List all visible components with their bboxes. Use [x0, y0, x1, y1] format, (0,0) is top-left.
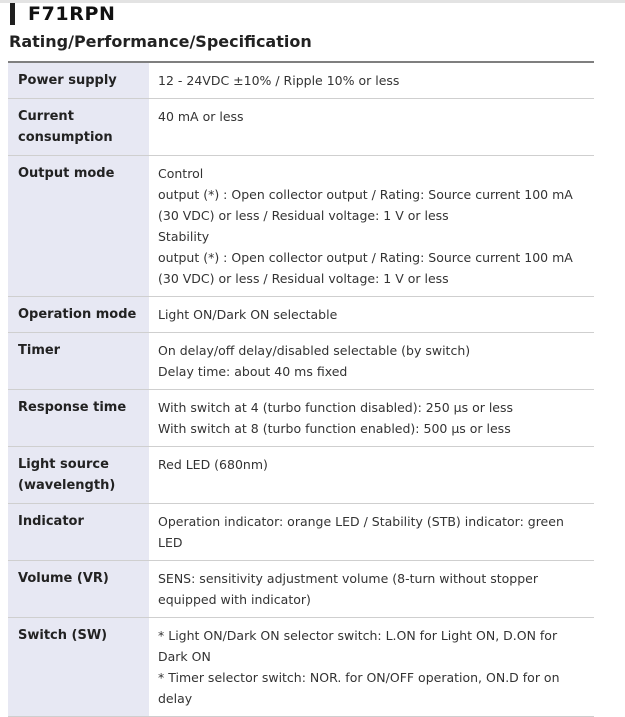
- spec-value-line: Delay time: about 40 ms fixed: [158, 364, 348, 379]
- spec-label: Volume (VR): [8, 561, 149, 617]
- spec-value-line: Stability: [158, 229, 210, 244]
- spec-value: [149, 390, 594, 446]
- spec-row: [8, 333, 594, 390]
- spec-value-line: On delay/off delay/disabled selectable (by switch): [158, 343, 471, 358]
- spec-value: [149, 561, 594, 617]
- spec-value: [149, 333, 594, 389]
- section-heading: Rating/Performance/Specification: [9, 32, 312, 51]
- spec-row: [8, 63, 594, 99]
- spec-table: [8, 61, 594, 717]
- spec-value-line: Red LED (680nm): [158, 457, 268, 472]
- spec-value-line: Light ON/Dark ON selectable: [158, 307, 338, 322]
- spec-row: [8, 297, 594, 333]
- spec-value-line: SENS: sensitivity adjustment volume (8-turn without stopper equipped with indicator): [158, 571, 538, 607]
- spec-value: [149, 156, 594, 296]
- spec-value-line: With switch at 8 (turbo function enabled): 500 μs or less: [158, 421, 511, 436]
- spec-value-line: output (*) : Open collector output / Rating: Source current 100 mA (30 VDC) or less / Residual voltage: 1 V or less: [158, 250, 573, 286]
- product-code: F71RPN: [28, 3, 116, 25]
- spec-value: [149, 63, 594, 98]
- spec-value-line: 40 mA or less: [158, 109, 244, 124]
- spec-label: Power supply: [8, 63, 149, 98]
- product-title: [10, 2, 115, 26]
- spec-value: [149, 447, 594, 503]
- spec-row: [8, 156, 594, 297]
- spec-value-line: output (*) : Open collector output / Rating: Source current 100 mA (30 VDC) or less / Residual voltage: 1 V or less: [158, 187, 573, 223]
- spec-value-line: With switch at 4 (turbo function disabled): 250 μs or less: [158, 400, 514, 415]
- spec-label: Output mode: [8, 156, 149, 296]
- spec-label: Timer: [8, 333, 149, 389]
- spec-row: [8, 390, 594, 447]
- spec-row: [8, 504, 594, 561]
- spec-value-line: Operation indicator: orange LED / Stability (STB) indicator: green LED: [158, 514, 564, 550]
- spec-value-line: 12 - 24VDC ±10% / Ripple 10% or less: [158, 73, 400, 88]
- spec-value: [149, 618, 594, 716]
- spec-value-line: * Light ON/Dark ON selector switch: L.ON for Light ON, D.ON for Dark ON: [158, 628, 558, 664]
- spec-value-line: * Timer selector switch: NOR. for ON/OFF operation, ON.D for on delay: [158, 670, 560, 706]
- spec-label: Switch (SW): [8, 618, 149, 716]
- title-accent-bar: [10, 3, 15, 25]
- spec-value: [149, 504, 594, 560]
- spec-row: [8, 447, 594, 504]
- spec-value-line: Control: [158, 166, 204, 181]
- spec-value: [149, 99, 594, 155]
- spec-value: [149, 297, 594, 332]
- spec-row: [8, 618, 594, 717]
- spec-row: [8, 99, 594, 156]
- spec-row: [8, 561, 594, 618]
- spec-label: Response time: [8, 390, 149, 446]
- spec-label: Current consumption: [8, 99, 149, 155]
- spec-label: Indicator: [8, 504, 149, 560]
- spec-label: Light source (wavelength): [8, 447, 149, 503]
- spec-label: Operation mode: [8, 297, 149, 332]
